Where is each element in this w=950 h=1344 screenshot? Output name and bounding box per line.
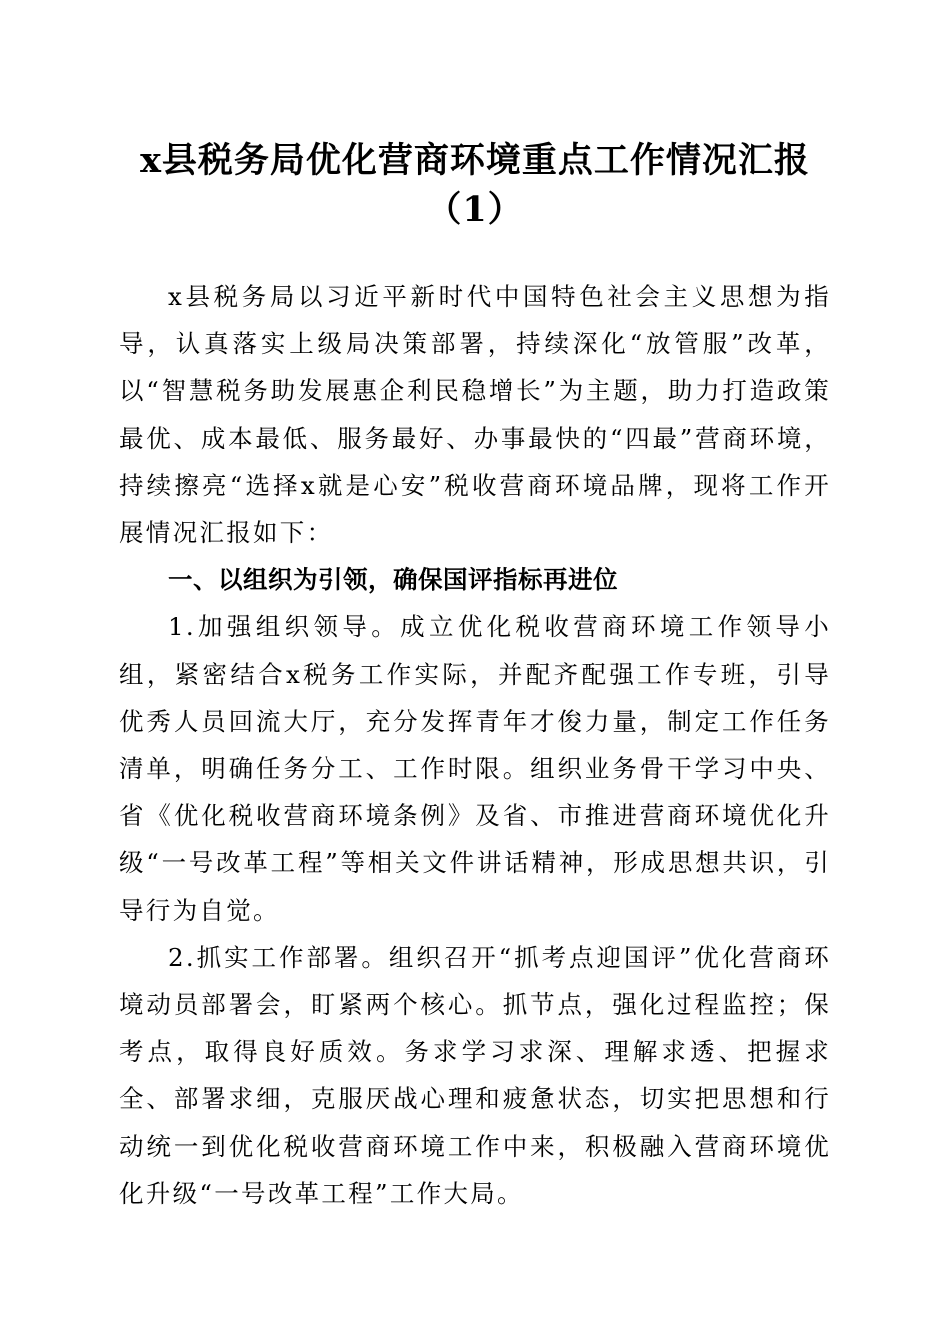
intro-paragraph: x县税务局以习近平新时代中国特色社会主义思想为指导，认真落实上级局决策部署，持续深化“放管服”改革，以“智慧税务助发展惠企利民稳增长”为主题，助力打造政策最优、成本最低、服务最好、办事最快的“四最”营商环境，持续擦亮“选择x就是心安”税收营商环境品牌，现将工作开展情况汇报如下：: [119, 282, 831, 548]
section-heading: 一、以组织为引领，确保国评指标再进位: [168, 565, 618, 595]
document-title-number: （1）: [426, 189, 524, 230]
document-title: x县税务局优化营商环境重点工作情况汇报: [140, 140, 810, 181]
item-paragraph-1: 1.加强组织领导。成立优化税收营商环境工作领导小组，紧密结合x税务工作实际，并配齐配强工作专班，引导优秀人员回流大厅，充分发挥青年才俊力量，制定工作任务清单，明确任务分工、工作时限。组织业务骨干学习中央、省《优化税收营商环境条例》及省、市推进营商环境优化升级“一号改革工程”等相关文件讲话精神，形成思想共识，引导行为自觉。: [119, 612, 831, 925]
item-paragraph-2: 2.抓实工作部署。组织召开“抓考点迎国评”优化营商环境动员部署会，盯紧两个核心。抓节点，强化过程监控；保考点，取得良好质效。务求学习求深、理解求透、把握求全、部署求细，克服厌战心理和疲惫状态，切实把思想和行动统一到优化税收营商环境工作中来，积极融入营商环境优化升级“一号改革工程”工作大局。: [119, 942, 831, 1208]
document-body: [119, 273, 831, 1217]
